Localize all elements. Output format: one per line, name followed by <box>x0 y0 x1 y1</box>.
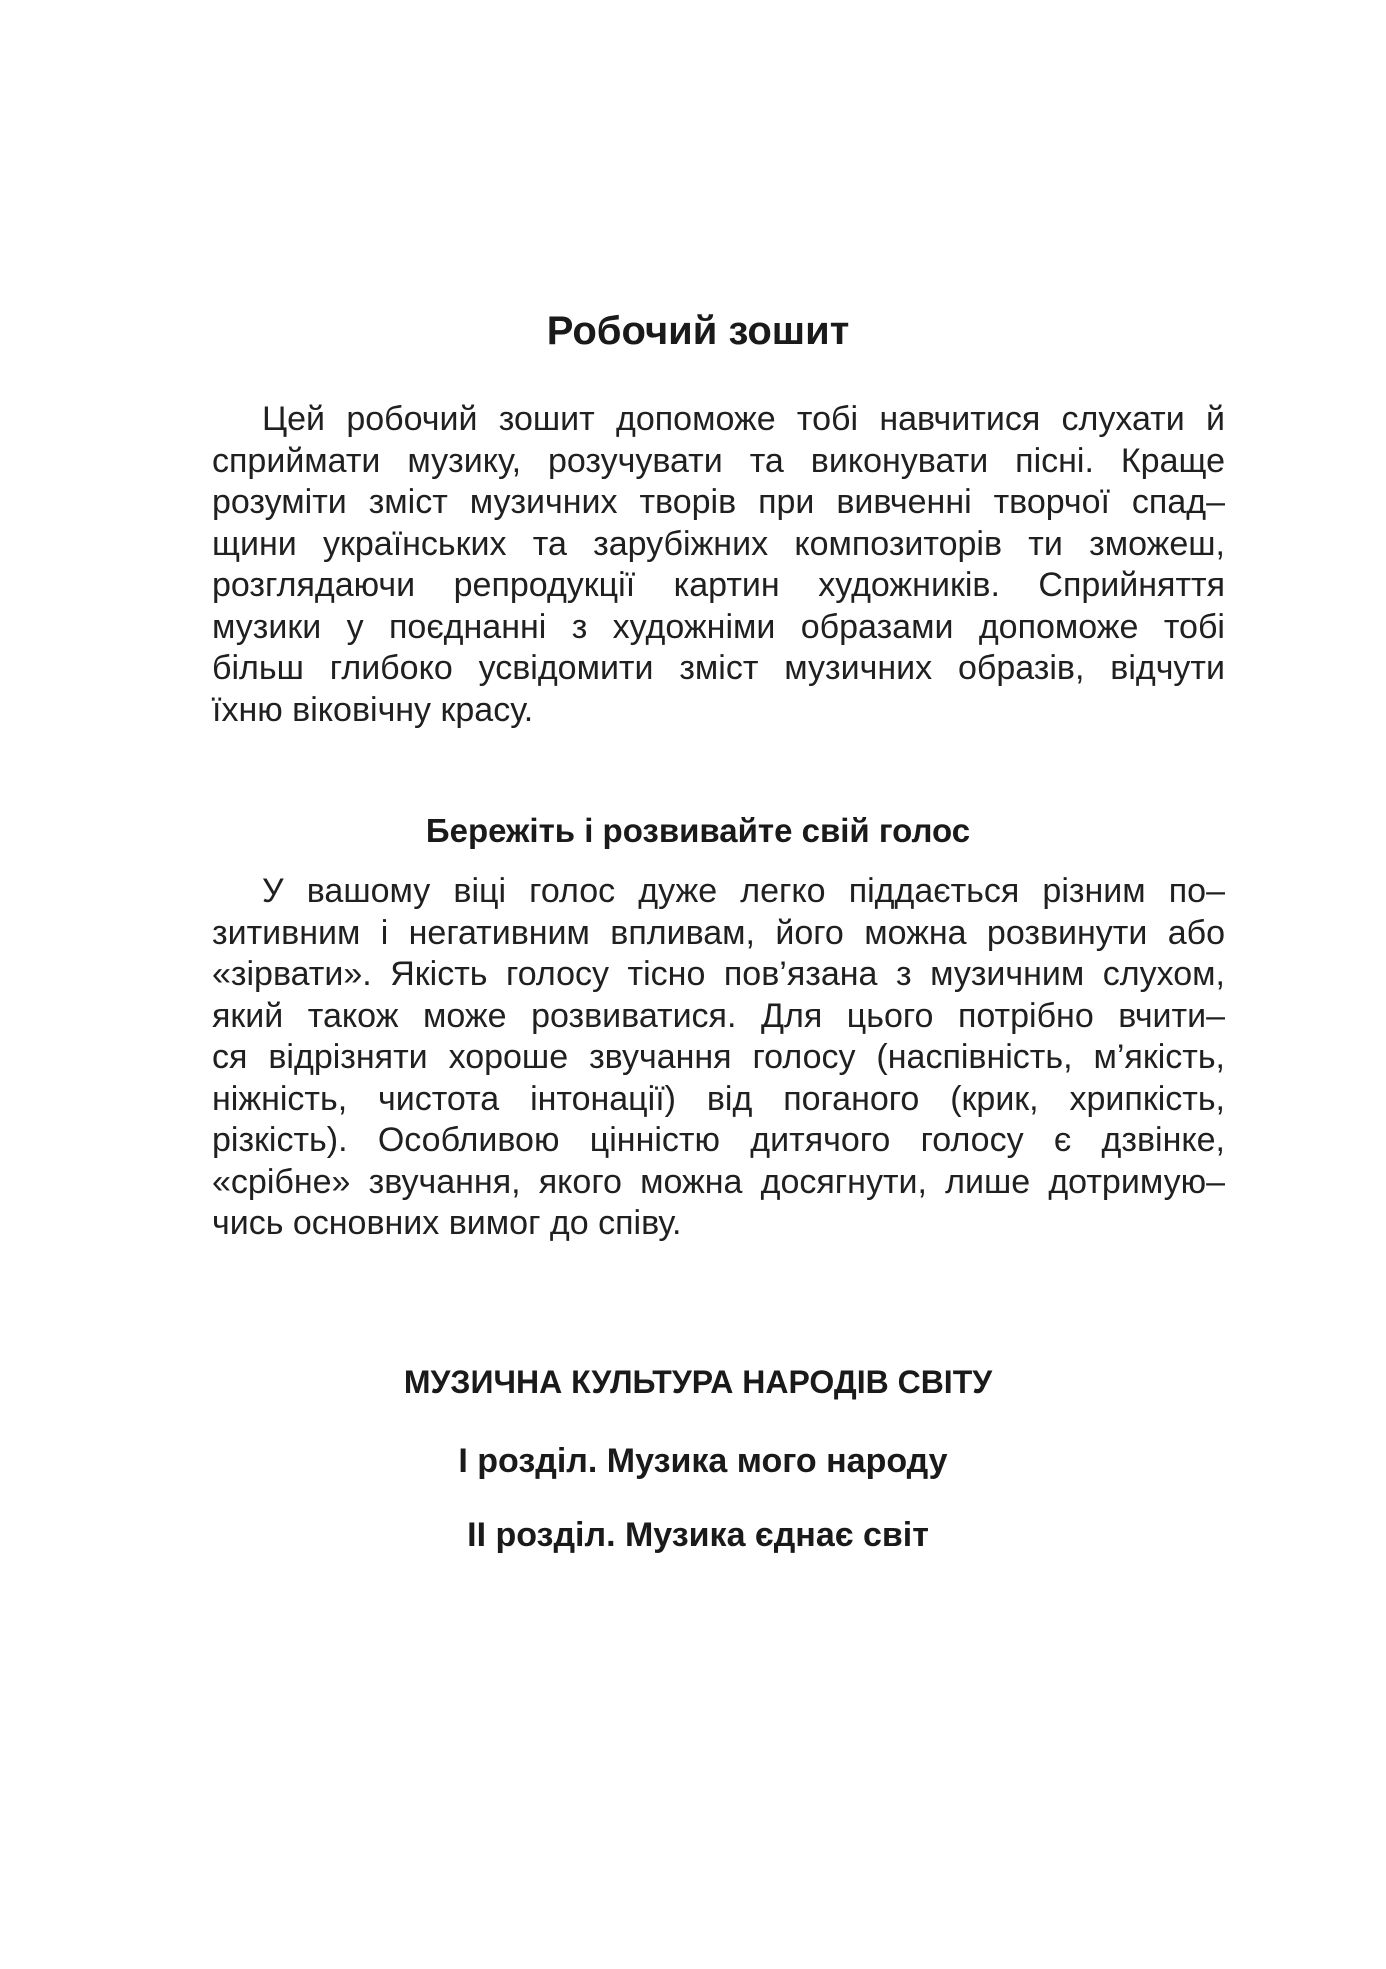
culture-heading: МУЗИЧНА КУЛЬТУРА НАРОДІВ СВІТУ <box>403 1364 993 1400</box>
intro-line: розглядаючи репродукції картин художників. Сприйняття <box>212 566 1225 604</box>
voice-line: різкість). Особливою цінністю дитячого голосу є дзвінке, <box>212 1121 1225 1159</box>
voice-line: «зірвати». Якість голосу тісно пов’язана з музичним слухом, <box>212 955 1225 993</box>
intro-paragraph <box>212 399 1225 731</box>
voice-line: ся відрізняти хороше звучання голосу (наспівність, м’якість, <box>212 1038 1225 1076</box>
voice-heading: Бережіть і розвивайте свій голос <box>425 812 971 849</box>
page-title: Робочий зошит <box>546 309 850 353</box>
intro-line: їхню віковічну красу. <box>212 690 534 729</box>
voice-paragraph <box>212 871 1225 1245</box>
intro-line: сприймати музику, розучувати та виконувати пісні. Краще <box>212 441 1225 480</box>
voice-line: чись основних вимог до співу. <box>212 1204 682 1242</box>
intro-line: розуміти зміст музичних творів при вивченні творчої спад– <box>212 483 1225 521</box>
voice-line: який також може розвиватися. Для цього потрібно вчити– <box>212 996 1225 1035</box>
intro-line: більш глибоко усвідомити зміст музичних образів, відчути <box>212 649 1225 687</box>
intro-line: щини українських та зарубіжних композиторів ти зможеш, <box>212 524 1225 563</box>
voice-line: ніжність, чистота інтонації) від поганого (крик, хрипкість, <box>212 1079 1225 1118</box>
intro-line: музики у поєднанні з художніми образами допоможе тобі <box>212 607 1225 646</box>
section-1-heading: І розділ. Музика мого народу <box>458 1442 948 1480</box>
voice-line: зитивним і негативним впливам, його можна розвинути або <box>212 913 1225 952</box>
voice-line: «срібне» звучання, якого можна досягнути, лише дотримую– <box>212 1162 1225 1201</box>
section-2-heading: ІІ розділ. Музика єднає світ <box>467 1516 929 1554</box>
intro-line: Цей робочий зошит допоможе тобі навчитися слухати й <box>262 400 1225 438</box>
voice-line: У вашому віці голос дуже легко піддається різним по– <box>262 872 1225 910</box>
